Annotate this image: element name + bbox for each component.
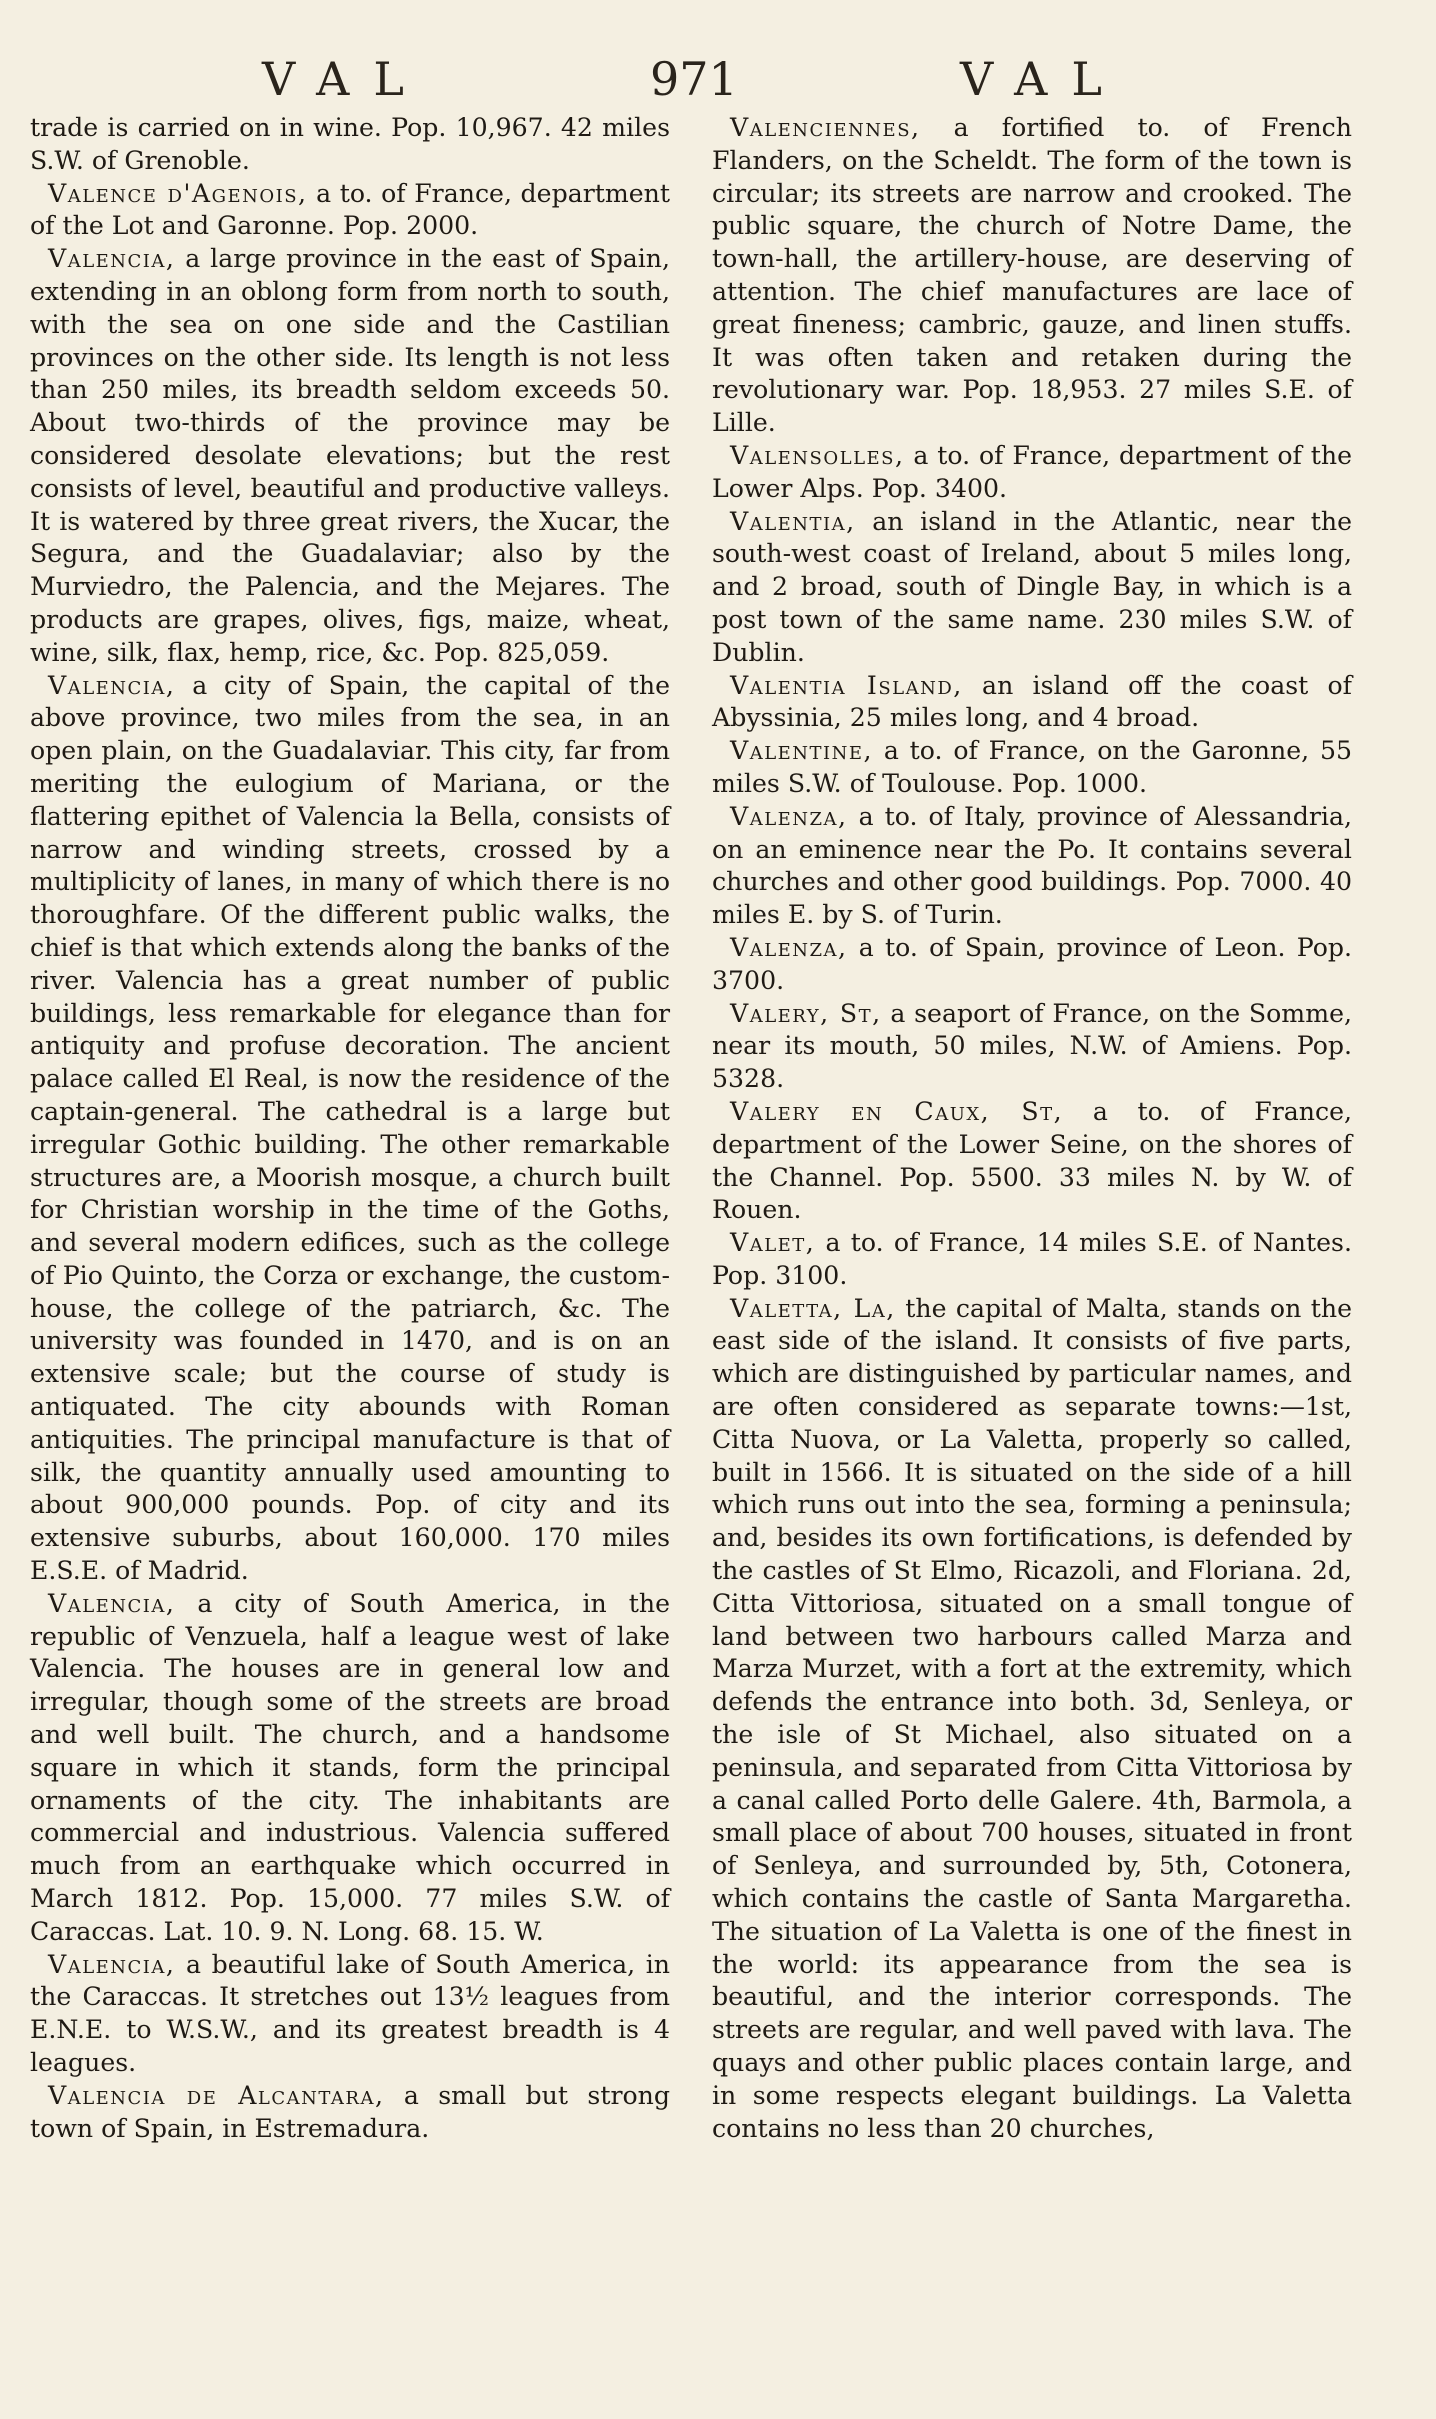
entry bbox=[712, 670, 1352, 736]
entry bbox=[712, 1227, 1352, 1293]
left-column bbox=[30, 112, 670, 2145]
entry-headword: Valentia, bbox=[730, 506, 856, 536]
entry-headword: Valencia, bbox=[48, 244, 176, 274]
entry-headword: Valetta, La, bbox=[730, 1293, 896, 1323]
entry bbox=[30, 178, 670, 244]
right-column bbox=[712, 112, 1352, 2145]
entry bbox=[712, 1293, 1352, 2146]
entry bbox=[30, 2080, 670, 2146]
entry-headword: Valentine, bbox=[730, 736, 874, 766]
entry-text: a city of Spain, the capital of the above province, two miles from the sea, in an open plain, on the Guadalaviar. This city, far from meriting the eulogium of Mariana, or the flattering epithet of Valencia la Bella, consists of narrow and winding streets, crossed by a multiplicity of lanes, in many of which there is no thoroughfare. Of the different public walks, the chief is that which extends along the banks of the river. Valencia has a great number of public buildings, less remarkable for elegance than for antiquity and profuse decoration. The ancient palace called El Real, is now the residence of the captain-general. The cathedral is a large but irregular Gothic building. The other remarkable structures are, a Moorish mosque, a church built for Christian worship in the time of the Goths, and several modern edifices, such as the college of Pio Quinto, the Corza or exchange, the custom-house, the college of the patriarch, &c. The university was founded in 1470, and is on an extensive scale; but the course of study is antiquated. The city abounds with Roman antiquities. The principal manufacture is that of silk, the quantity annually used amounting to about 900,000 pounds. Pop. of city and its extensive suburbs, about 160,000. 170 miles E.S.E. of Madrid. bbox=[30, 670, 670, 1586]
header-right-guide-word: VAL bbox=[960, 52, 1126, 106]
entry-headword: Valery, St, bbox=[730, 998, 882, 1028]
entry-headword: Valenza, bbox=[730, 801, 848, 831]
page-number: 971 bbox=[650, 52, 738, 106]
entry-text: a to. of Italy, province of Alessandria, on an eminence near the Po. It contains several churches and other good buildings. Pop. 7000. 40 miles E. by S. of Turin. bbox=[712, 801, 1352, 930]
entry bbox=[712, 932, 1352, 998]
running-header bbox=[0, 52, 1436, 112]
entry-text: a small but strong town of Spain, in Estremadura. bbox=[30, 2080, 670, 2143]
entry bbox=[30, 1949, 670, 2080]
entry-text: a to. of France, department of the Lower Seine, on the shores of the Channel. Pop. 5500. 33 miles N. by W. of Rouen. bbox=[712, 1096, 1352, 1225]
entry-text: trade is carried on in wine. Pop. 10,967. 42 miles S.W. of Grenoble. bbox=[30, 113, 670, 175]
entry bbox=[712, 998, 1352, 1096]
entry-headword: Valence d'Agenois, bbox=[48, 178, 308, 208]
entry-text: an island in the Atlantic, near the south-west coast of Ireland, about 5 miles long, and 2 broad, south of Dingle Bay, in which is a post town of the same name. 230 miles S.W. of Dublin. bbox=[712, 506, 1352, 667]
entry bbox=[712, 112, 1352, 440]
entry-text: a large province in the east of Spain, extending in an oblong form from north to south, with the sea on one side and the Castilian provinces on the other side. Its length is not less than 250 miles, its breadth seldom exceeds 50. About two-thirds of the province may be considered desolate elevations; but the rest consists of level, beautiful and productive valleys. It is watered by three great rivers, the Xucar, the Segura, and the Guadalaviar; also by the Murviedro, the Palencia, and the Mejares. The products are grapes, olives, figs, maize, wheat, wine, silk, flax, hemp, rice, &c. Pop. 825,059. bbox=[30, 244, 670, 667]
entry-text: a to. of France, 14 miles S.E. of Nantes. Pop. 3100. bbox=[712, 1228, 1352, 1290]
entry-headword: Valencia de Alcantara, bbox=[48, 2080, 385, 2110]
entry bbox=[712, 440, 1352, 506]
entry bbox=[30, 1588, 670, 1949]
entry-headword: Valensolles, bbox=[730, 440, 905, 470]
entry-text: an island off the coast of Abyssinia, 25 miles long, and 4 broad. bbox=[712, 670, 1352, 733]
entry-text: a to. of Spain, province of Leon. Pop. 3700. bbox=[712, 932, 1352, 995]
entry-text: a to. of France, on the Garonne, 55 miles S.W. of Toulouse. Pop. 1000. bbox=[712, 736, 1352, 798]
entry-text: the capital of Malta, stands on the east side of the island. It consists of five parts, which are distinguished by particular names, and are often considered as separate towns:—1st, Citta Nuova, or La Valetta, properly so called, built in 1566. It is situated on the side of a hill which runs out into the sea, forming a peninsula; and, besides its own fortifications, is defended by the castles of St Elmo, Ricazoli, and Floriana. 2d, Citta Vittoriosa, situated on a small tongue of land between two harbours called Marza and Marza Murzet, with a fort at the extremity, which defends the entrance into both. 3d, Senleya, or the isle of St Michael, also situated on a peninsula, and separated from Citta Vittoriosa by a canal called Porto delle Galere. 4th, Barmola, a small place of about 700 houses, situated in front of Senleya, and surrounded by, 5th, Cotonera, which contains the castle of Santa Margaretha. The situation of La Valetta is one of the finest in the world: its appearance from the sea is beautiful, and the interior corresponds. The streets are regular, and well paved with lava. The quays and other public places contain large, and in some respects elegant buildings. La Valetta contains no less than 20 churches, bbox=[712, 1293, 1352, 2143]
entry bbox=[30, 112, 670, 178]
entry bbox=[30, 243, 670, 669]
entry-text: a city of South America, in the republic of Venzuela, half a league west of lake Valencia. The houses are in general low and irregular, though some of the streets are broad and well built. The church, and a handsome square in which it stands, form the principal ornaments of the city. The inhabitants are commercial and industrious. Valencia suffered much from an earthquake which occurred in March 1812. Pop. 15,000. 77 miles S.W. of Caraccas. Lat. 10. 9. N. Long. 68. 15. W. bbox=[30, 1588, 670, 1946]
entry-headword: Valenciennes, bbox=[730, 113, 921, 142]
entry-headword: Valet, bbox=[730, 1228, 816, 1258]
entry-text: a seaport of France, on the Somme, near its mouth, 50 miles, N.W. of Amiens. Pop. 5328. bbox=[712, 998, 1352, 1094]
entry-headword: Valencia, bbox=[48, 670, 176, 700]
entry-text: a to. of France, department of the Lower Alps. Pop. 3400. bbox=[712, 440, 1352, 503]
entry-headword: Valenza, bbox=[730, 932, 848, 962]
entry-text: a beautiful lake of South America, in the Caraccas. It stretches out 13½ leagues from E.N.E. to W.S.W., and its greatest breadth is 4 leagues. bbox=[30, 1949, 670, 2078]
entry-headword: Valery en Caux, St, bbox=[730, 1096, 1064, 1126]
entry bbox=[712, 735, 1352, 801]
entry-headword: Valencia, bbox=[48, 1949, 176, 1979]
entry bbox=[712, 506, 1352, 670]
entry bbox=[712, 801, 1352, 932]
entry-text: a to. of France, department of the Lot and Garonne. Pop. 2000. bbox=[30, 178, 671, 241]
entry-headword: Valencia, bbox=[48, 1588, 176, 1618]
header-left-guide-word: VAL bbox=[262, 52, 428, 106]
entry bbox=[30, 670, 670, 1588]
entry bbox=[712, 1096, 1352, 1227]
entry-text: a fortified to. of French Flanders, on the Scheldt. The form of the town is circular; its streets are narrow and crooked. The public square, the church of Notre Dame, the town-hall, the artillery-house, are deserving of attention. The chief manufactures are lace of great fineness; cambric, gauze, and linen stuffs. It was often taken and retaken during the revolutionary war. Pop. 18,953. 27 miles S.E. of Lille. bbox=[712, 113, 1352, 438]
entry-headword: Valentia Island, bbox=[730, 670, 963, 700]
